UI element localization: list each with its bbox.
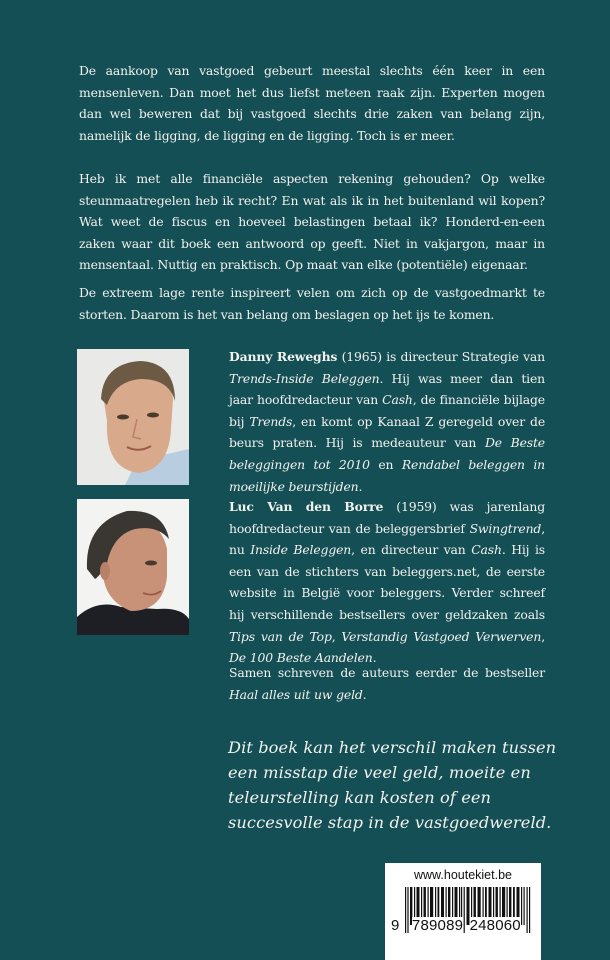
book-title: Haal alles uit uw geld xyxy=(229,686,363,702)
bio-text: . Hij is een van de stichters van beleggers.net, de eerste website in België voor beleggers. Verder schreef hij verschillende bestsellers over geldzaken zoals xyxy=(229,542,545,622)
bio-text: (1959) was jarenlang hoofdredacteur van de beleggersbrief xyxy=(229,499,546,536)
bio-text: (1965) is directeur Strategie van xyxy=(337,349,546,364)
bio-text: , en komt op Kanaal Z geregeld over de beurs praten. Hij is medeauteur van xyxy=(229,413,545,451)
publication-title: Trends-Inside Beleggen xyxy=(229,370,380,386)
publisher-url: www.houtekiet.be xyxy=(414,868,512,882)
joint-note-end: . xyxy=(362,686,367,702)
book-title: Rendabel beleggen in moeilijke beurstijden xyxy=(229,456,545,494)
intro-paragraph-1: De aankoop van vastgoed gebeurt meestal slechts één keer in een mensenleven. Dan moet het dus liefst meteen raak zijn. Experten mogen dan wel beweren dat bij vastgoed slechts drie zaken van belang zijn, namelijk de ligging, de ligging en de ligging. Toch is er meer. xyxy=(79,63,545,143)
publication-title: Inside Beleggen xyxy=(250,542,352,558)
portrait-icon xyxy=(77,349,189,485)
isbn-number xyxy=(391,917,521,934)
book-title: Verstandig Vastgoed Verwerven xyxy=(341,628,542,644)
book-title: De 100 Beste Aandelen xyxy=(229,650,373,666)
intro-paragraph-2: Heb ik met alle financiële aspecten rekening gehouden? Op welke steunmaatregelen heb ik recht? En wat als ik in het buitenland wil kopen? Wat weet de fiscus en hoeveel belastingen betaal ik? Honderd-en-een zaken waar dit boek een antwoord op geeft. Niet in vakjargon, maar in mensentaal. Nuttig en praktisch. Op maat van elke (potentiële) eigenaar. xyxy=(79,171,545,273)
bio-text: , xyxy=(331,628,342,644)
isbn-group-1: 789089 xyxy=(411,917,464,934)
bio-text: . Hij was meer dan tien jaar hoofdredacteur van xyxy=(229,370,545,408)
publication-title: Cash xyxy=(471,542,502,558)
portrait-icon xyxy=(77,499,189,635)
bio-text: . xyxy=(358,478,363,494)
publication-title: Cash xyxy=(382,392,413,408)
joint-note xyxy=(229,662,545,705)
author-photo-danny-reweghs xyxy=(77,349,189,485)
author-bio-danny-reweghs xyxy=(229,346,545,497)
barcode-box xyxy=(385,863,541,960)
intro-paragraph-3: De extreem lage rente inspireert velen om zich op de vastgoedmarkt te storten. Daarom is het van belang om beslagen op het ijs te komen. xyxy=(79,285,545,322)
bio-text: , en directeur van xyxy=(351,542,472,558)
bio-text: , xyxy=(541,628,545,644)
author-photo-luc-van-den-borre xyxy=(77,499,189,635)
author-name: Danny Reweghs xyxy=(229,349,338,364)
author-bio-luc-van-den-borre xyxy=(229,496,545,669)
author-name: Luc Van den Borre xyxy=(229,499,384,514)
book-title: Tips van de Top xyxy=(229,628,332,644)
isbn-prefix: 9 xyxy=(391,917,400,934)
pull-quote: Dit boek kan het verschil maken tussen een misstap die veel geld, moeite en teleurstelling kan kosten of een succesvolle stap in de vastgoedwereld. xyxy=(228,738,557,832)
bio-text: , de financiële bijlage bij xyxy=(229,392,545,429)
bio-text: en xyxy=(369,456,402,472)
isbn-group-2: 248060 xyxy=(469,917,521,934)
publication-title: Trends xyxy=(249,413,293,429)
book-title: De Beste beleggingen tot 2010 xyxy=(229,435,545,472)
publication-title: Swingtrend xyxy=(469,520,542,536)
joint-note-text: Samen schreven de auteurs eerder de bestseller xyxy=(229,665,545,680)
bio-text: . xyxy=(372,650,377,666)
bio-text: , nu xyxy=(229,520,545,558)
